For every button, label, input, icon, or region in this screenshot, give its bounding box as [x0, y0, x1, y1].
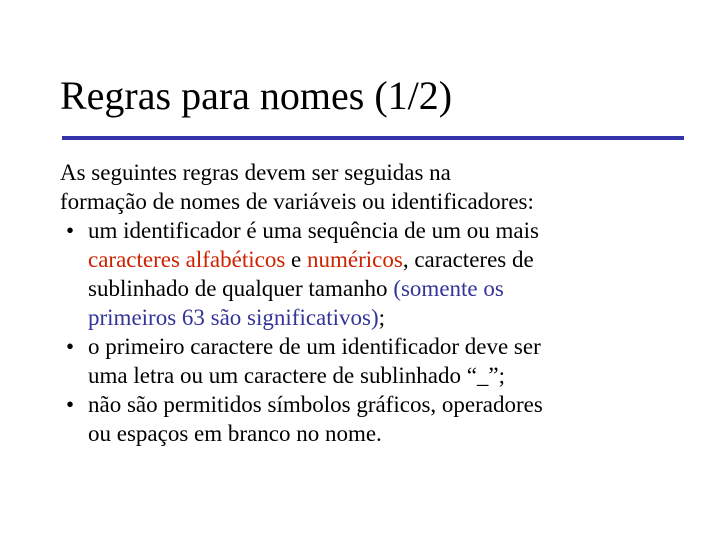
bullet-line: [88, 245, 680, 274]
intro-line: formação de nomes de variáveis ou identificadores:: [60, 189, 534, 214]
highlight-run: caracteres alfabéticos: [88, 247, 286, 272]
text-run: uma letra ou um caractere de sublinhado “_”;: [88, 363, 506, 388]
text-run: ou espaços em branco no nome.: [88, 421, 382, 446]
text-run: , caracteres de: [402, 247, 534, 272]
text-run: não são permitidos símbolos gráficos, operadores: [88, 392, 543, 417]
text-run: ;: [378, 305, 386, 330]
text-run: e: [285, 247, 307, 272]
bullet-line: [88, 274, 680, 303]
text-run: o primeiro caractere de um identificador deve ser: [88, 334, 541, 359]
bullet-line: [88, 303, 680, 332]
intro-line: As seguintes regras devem ser seguidas na: [60, 160, 451, 185]
slide-body: [60, 158, 680, 448]
title-divider: [62, 136, 684, 140]
bullet-line: [88, 390, 680, 419]
text-run: um identificador é uma sequência de um ou mais: [88, 218, 539, 243]
highlight-run: (somente os: [393, 276, 504, 301]
bullet-line: [88, 216, 680, 245]
bullet-item: [60, 390, 680, 448]
bullet-line: [88, 332, 680, 361]
text-run: sublinhado de qualquer tamanho: [88, 276, 394, 301]
bullet-line: [88, 361, 680, 390]
highlight-run: numéricos: [307, 247, 403, 272]
bullet-dot-icon: •: [65, 218, 75, 243]
slide-title: Regras para nomes (1/2): [60, 73, 453, 118]
bullet-dot-icon: •: [65, 334, 75, 359]
highlight-run: primeiros 63 são significativos): [88, 305, 379, 330]
bullet-dot-icon: •: [65, 392, 75, 417]
bullet-line: [88, 419, 680, 448]
bullet-item: [60, 332, 680, 390]
bullet-item: [60, 216, 680, 332]
